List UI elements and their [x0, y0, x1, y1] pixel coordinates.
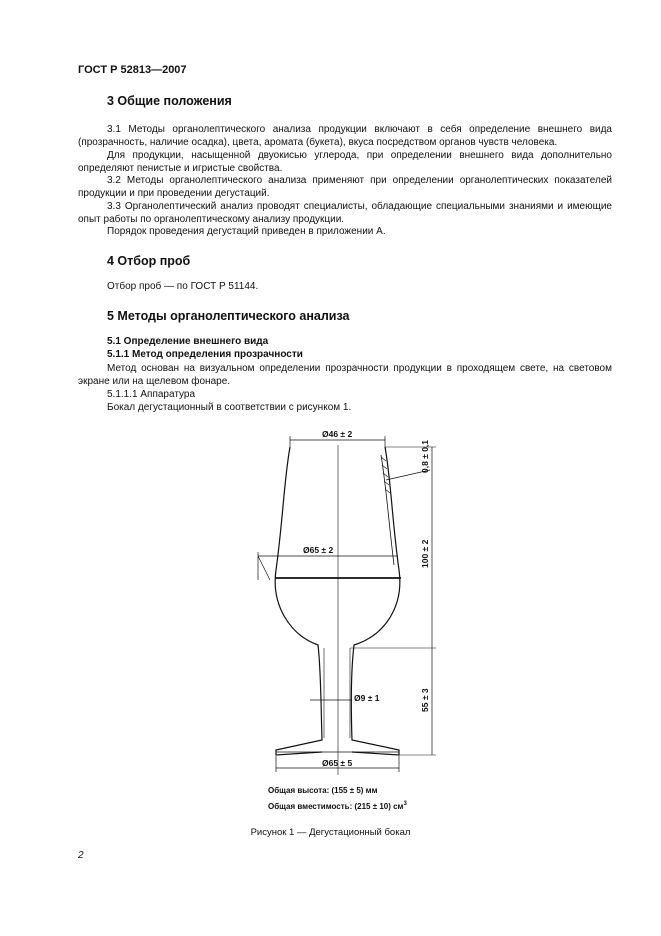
subsection-5-1-title: 5.1 Определение внешнего вида — [107, 336, 269, 347]
dim-height-lower-label: 55 ± 3 — [420, 688, 430, 712]
paragraph-glass-ref: Бокал дегустационный в соответствии с рисунком 1. — [107, 402, 352, 413]
note-total-height: Общая высота: (155 ± 5) мм — [268, 786, 378, 795]
stem-inner-lines — [324, 648, 350, 738]
document-code: ГОСТ Р 52813—2007 — [78, 64, 187, 76]
paragraph-3-1: 3.1 Методы органолептического анализа продукции включают в себя определение внешнего вида (прозрачность, наличие осадка), цвета, аромата (букета), вкуса посредством органов чувств человека. — [78, 124, 612, 148]
glass-outline-right — [351, 447, 399, 755]
dim-bowl-label: Ø65 ± 2 — [303, 545, 334, 555]
dim-base-label: Ø65 ± 5 — [322, 758, 353, 768]
subsection-5-1-1-title: 5.1.1 Метод определения прозрачности — [107, 349, 303, 360]
paragraph-method: Метод основан на визуальном определении прозрачности продукции в проходящем свете, на световом экране или на щелевом фонаре. — [78, 363, 612, 387]
glass-outline-left — [275, 447, 322, 755]
paragraph-sampling: Отбор проб — по ГОСТ Р 51144. — [107, 281, 259, 292]
note-total-capacity: Общая вместимость: (215 ± 10) $см^3$ — [268, 801, 407, 811]
paragraph-tasting-order: Порядок проведения дегустаций приведен в приложении А. — [107, 226, 386, 237]
dim-stem-label: Ø9 ± 1 — [354, 693, 380, 703]
dim-height-upper-label: 100 ± 2 — [420, 539, 430, 568]
paragraph-3-2: 3.2 Методы органолептического анализа применяют при определении органолептических показателей продукции и при проведении дегустаций. — [78, 175, 612, 199]
page-number: 2 — [78, 850, 84, 861]
section-3-title: 3 Общие положения — [107, 94, 232, 108]
dim-wall-label: 0,8 ± 0,1 — [420, 439, 430, 473]
paragraph-co2: Для продукции, насыщенной двуокисью углерода, при определении внешнего вида дополнительно определяют пенистые и игристые свойства. — [78, 150, 612, 174]
dim-top-label: Ø46 ± 2 — [322, 429, 353, 439]
figure-caption: Рисунок 1 — Дегустационный бокал — [250, 827, 411, 838]
section-5-title: 5 Методы органолептического анализа — [107, 309, 350, 323]
section-4-title: 4 Отбор проб — [107, 254, 191, 268]
paragraph-3-3: 3.3 Органолептический анализ проводят специалисты, обладающие специальными знаниями и имеющие опыт работы по органолептическому анализу продукции. — [78, 201, 612, 225]
subsection-5-1-1-1-title: 5.1.1.1 Аппаратура — [107, 389, 196, 400]
